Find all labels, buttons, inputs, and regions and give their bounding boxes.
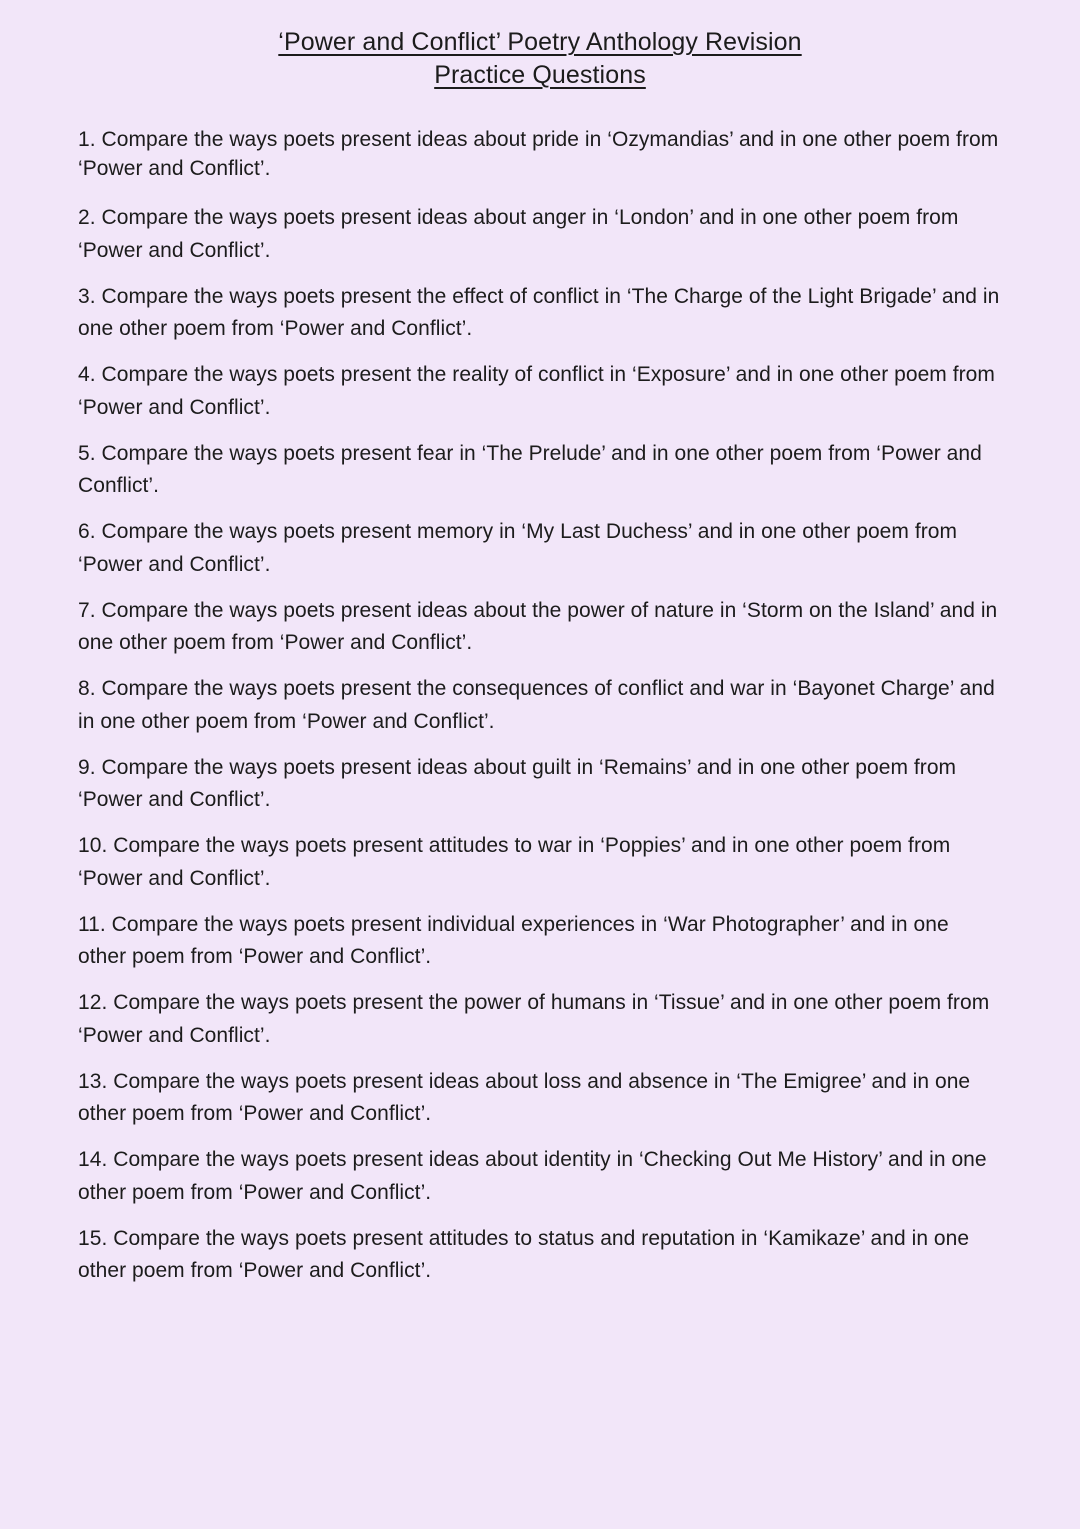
title-line-2: Practice Questions xyxy=(434,61,646,89)
question-item: 15. Compare the ways poets present attitudes to status and reputation in ‘Kamikaze’ and in one other poem from ‘Power and Conflict’. xyxy=(78,1226,970,1282)
question-list xyxy=(78,126,1002,1288)
question-item: 12. Compare the ways poets present the power of humans in ‘Tissue’ and in one other poem from ‘Power and Conflict’. xyxy=(78,991,990,1047)
question-item: 6. Compare the ways poets present memory in ‘My Last Duchess’ and in one other poem from ‘Power and Conflict’. xyxy=(78,520,958,576)
title-line-1: ‘Power and Conflict’ Poetry Anthology Revision xyxy=(278,28,802,56)
question-item: 4. Compare the ways poets present the reality of conflict in ‘Exposure’ and in one other poem from ‘Power and Conflict’. xyxy=(78,363,995,419)
question-item: 8. Compare the ways poets present the consequences of conflict and war in ‘Bayonet Charge’ and in one other poem from ‘Power and Conflict’. xyxy=(78,677,995,733)
question-item: 14. Compare the ways poets present ideas about identity in ‘Checking Out Me History’ and in one other poem from ‘Power and Conflict’. xyxy=(78,1148,987,1204)
question-item: 7. Compare the ways poets present ideas about the power of nature in ‘Storm on the Island’ and in one other poem from ‘Power and Conflict’. xyxy=(78,598,998,654)
title-block xyxy=(78,26,1002,92)
question-item: 9. Compare the ways poets present ideas about guilt in ‘Remains’ and in one other poem from ‘Power and Conflict’. xyxy=(78,755,957,811)
question-item: 13. Compare the ways poets present ideas about loss and absence in ‘The Emigree’ and in one other poem from ‘Power and Conflict’. xyxy=(78,1069,971,1125)
question-item: 1. Compare the ways poets present ideas about pride in ‘Ozymandias’ and in one other poem from ‘Power and Conflict’. xyxy=(78,128,999,180)
question-item: 11. Compare the ways poets present individual experiences in ‘War Photographer’ and in one other poem from ‘Power and Conflict’. xyxy=(78,912,949,968)
question-item: 2. Compare the ways poets present ideas about anger in ‘London’ and in one other poem from ‘Power and Conflict’. xyxy=(78,206,959,262)
question-item: 3. Compare the ways poets present the effect of conflict in ‘The Charge of the Light Brigade’ and in one other poem from ‘Power and Conflict’. xyxy=(78,284,1000,340)
question-item: 5. Compare the ways poets present fear in ‘The Prelude’ and in one other poem from ‘Power and Conflict’. xyxy=(78,441,982,497)
question-item: 10. Compare the ways poets present attitudes to war in ‘Poppies’ and in one other poem from ‘Power and Conflict’. xyxy=(78,834,951,890)
